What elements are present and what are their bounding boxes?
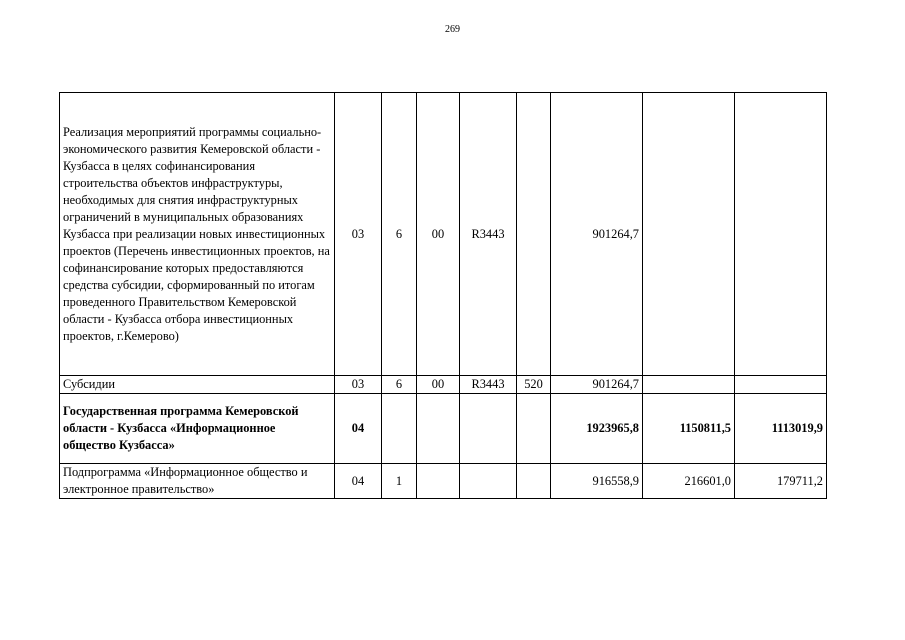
event-code [417,394,460,464]
amount-year-2 [643,93,735,376]
subprogram-code [382,394,417,464]
program-code: 03 [335,93,382,376]
amount-year-3: 1113019,9 [735,394,827,464]
budget-table [59,92,827,499]
program-code: 03 [335,376,382,394]
amount-year-1: 1923965,8 [551,394,643,464]
expense-type-code [517,464,551,499]
table-row [60,394,827,464]
expense-type-code [517,394,551,464]
amount-year-2 [643,376,735,394]
subprogram-code: 6 [382,93,417,376]
subprogram-code: 6 [382,376,417,394]
event-code: 00 [417,376,460,394]
table-row [60,93,827,376]
amount-year-2: 1150811,5 [643,394,735,464]
direction-code: R3443 [460,376,517,394]
amount-year-1: 916558,9 [551,464,643,499]
program-code: 04 [335,394,382,464]
page-number: 269 [445,24,460,35]
amount-year-3 [735,93,827,376]
expense-type-code [517,93,551,376]
subprogram-code: 1 [382,464,417,499]
row-name: Государственная программа Кемеровской области - Кузбасса «Информационное общество Кузбасса» [60,394,335,464]
row-name: Реализация мероприятий программы социально-экономического развития Кемеровской области - Кузбасса в целях софинансирования строительства объектов инфраструктуры, необходимых для снятия инфраструктурных ограничений в муниципальных образованиях Кузбасса при реализации новых инвестиционных проектов (Перечень инвестиционных проектов, на софинансирование которых предоставляются средства субсидии, сформированный по итогам проведенного Правительством Кемеровской области - Кузбасса отбора инвестиционных проектов, г.Кемерово) [60,93,335,376]
row-name: Субсидии [60,376,335,394]
table-row [60,376,827,394]
direction-code: R3443 [460,93,517,376]
table-row [60,464,827,499]
amount-year-3: 179711,2 [735,464,827,499]
program-code: 04 [335,464,382,499]
amount-year-1: 901264,7 [551,93,643,376]
event-code: 00 [417,93,460,376]
direction-code [460,464,517,499]
row-name: Подпрограмма «Информационное общество и электронное правительство» [60,464,335,499]
expense-type-code: 520 [517,376,551,394]
direction-code [460,394,517,464]
amount-year-2: 216601,0 [643,464,735,499]
amount-year-3 [735,376,827,394]
amount-year-1: 901264,7 [551,376,643,394]
event-code [417,464,460,499]
